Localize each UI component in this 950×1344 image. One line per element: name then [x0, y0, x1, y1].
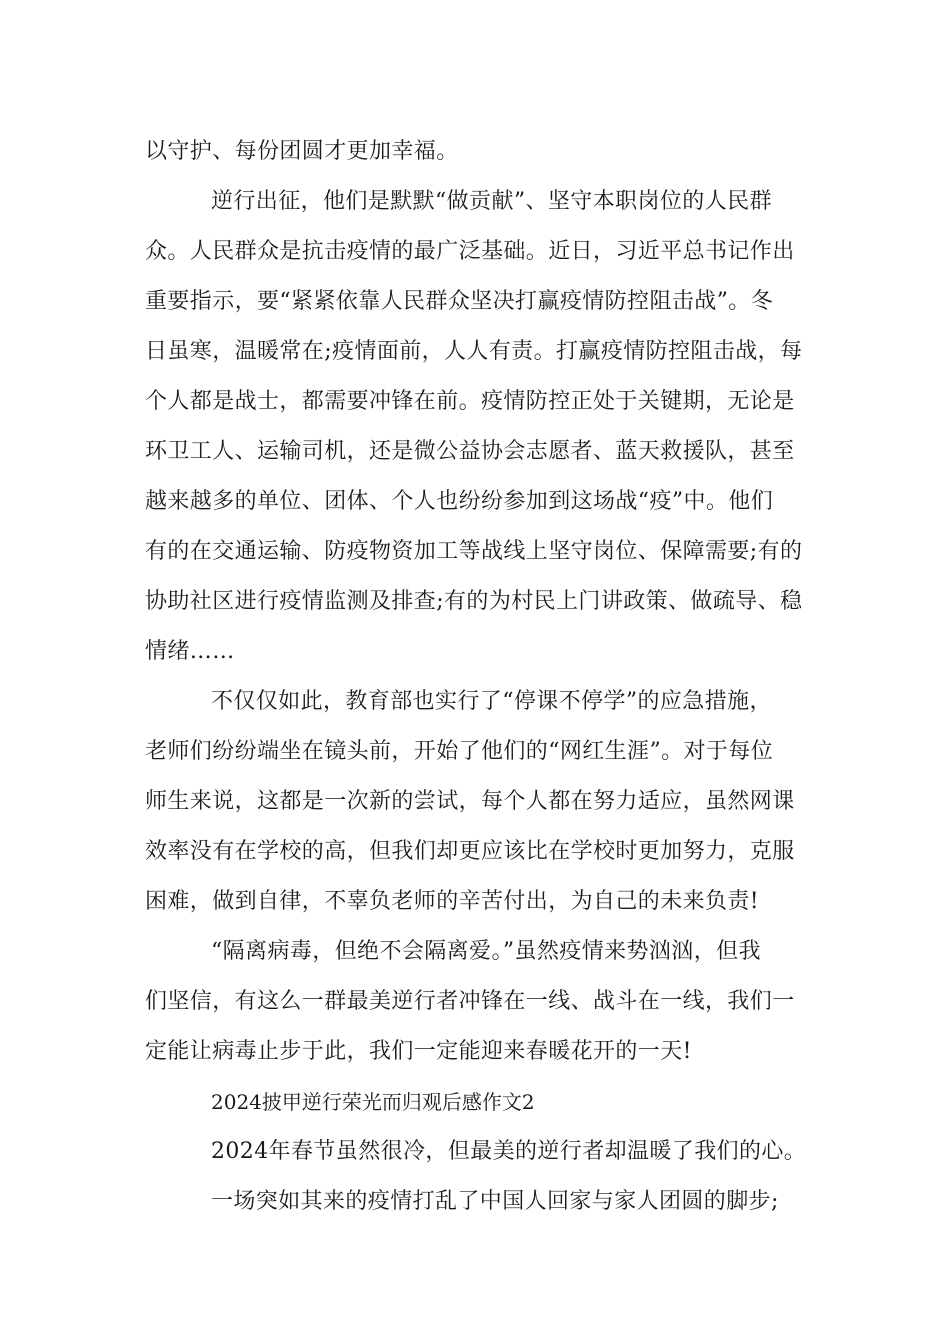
text-line: 个人都是战士，都需要冲锋在前。疫情防控正处于关键期，无论是 — [145, 389, 795, 414]
text-line: 们坚信，有这么一群最美逆行者冲锋在一线、战斗在一线，我们一 — [145, 989, 795, 1014]
text-line: 定能让病毒止步于此，我们一定能迎来春暖花开的一天! — [145, 1039, 692, 1064]
text-line: 困难，做到自律，不辜负老师的辛苦付出，为自己的未来负责! — [145, 889, 760, 914]
text-line: 有的在交通运输、防疫物资加工等战线上坚守岗位、保障需要;有的 — [145, 539, 803, 564]
paragraph-start: 2024年春节虽然很冷，但最美的逆行者却温暖了我们的心。 — [211, 1139, 807, 1164]
text-line: 越来越多的单位、团体、个人也纷纷参加到这场战“疫”中。他们 — [145, 489, 774, 514]
text-line: 协助社区进行疫情监测及排查;有的为村民上门讲政策、做疏导、稳 — [145, 589, 803, 614]
paragraph-start: “隔离病毒，但绝不会隔离爱。”虽然疫情来势汹汹，但我 — [211, 939, 761, 964]
paragraph-start: 逆行出征，他们是默默“做贡献”、坚守本职岗位的人民群 — [211, 189, 772, 214]
section-heading: 2024披甲逆行荣光而归观后感作文2 — [211, 1090, 535, 1114]
text-line: 重要指示，要“紧紧依靠人民群众坚决打赢疫情防控阻击战”。冬 — [145, 289, 774, 314]
text-line: 日虽寒，温暖常在;疫情面前，人人有责。打赢疫情防控阻击战，每 — [145, 339, 803, 364]
text-line: 众。人民群众是抗击疫情的最广泛基础。近日，习近平总书记作出 — [145, 239, 795, 264]
text-line: 效率没有在学校的高，但我们却更应该比在学校时更加努力，克服 — [145, 839, 795, 864]
text-line: 环卫工人、运输司机，还是微公益协会志愿者、蓝天救援队，甚至 — [145, 439, 795, 464]
text-line: 情绪…… — [145, 639, 235, 664]
paragraph-start: 不仅仅如此，教育部也实行了“停课不停学”的应急措施， — [211, 689, 772, 714]
text-line: 以守护、每份团圆才更加幸福。 — [145, 139, 459, 164]
paragraph-start: 一场突如其来的疫情打乱了中国人回家与家人团圆的脚步; — [211, 1189, 779, 1214]
text-line: 师生来说，这都是一次新的尝试，每个人都在努力适应，虽然网课 — [145, 789, 795, 814]
text-line: 老师们纷纷端坐在镜头前，开始了他们的“网红生涯”。对于每位 — [145, 739, 774, 764]
